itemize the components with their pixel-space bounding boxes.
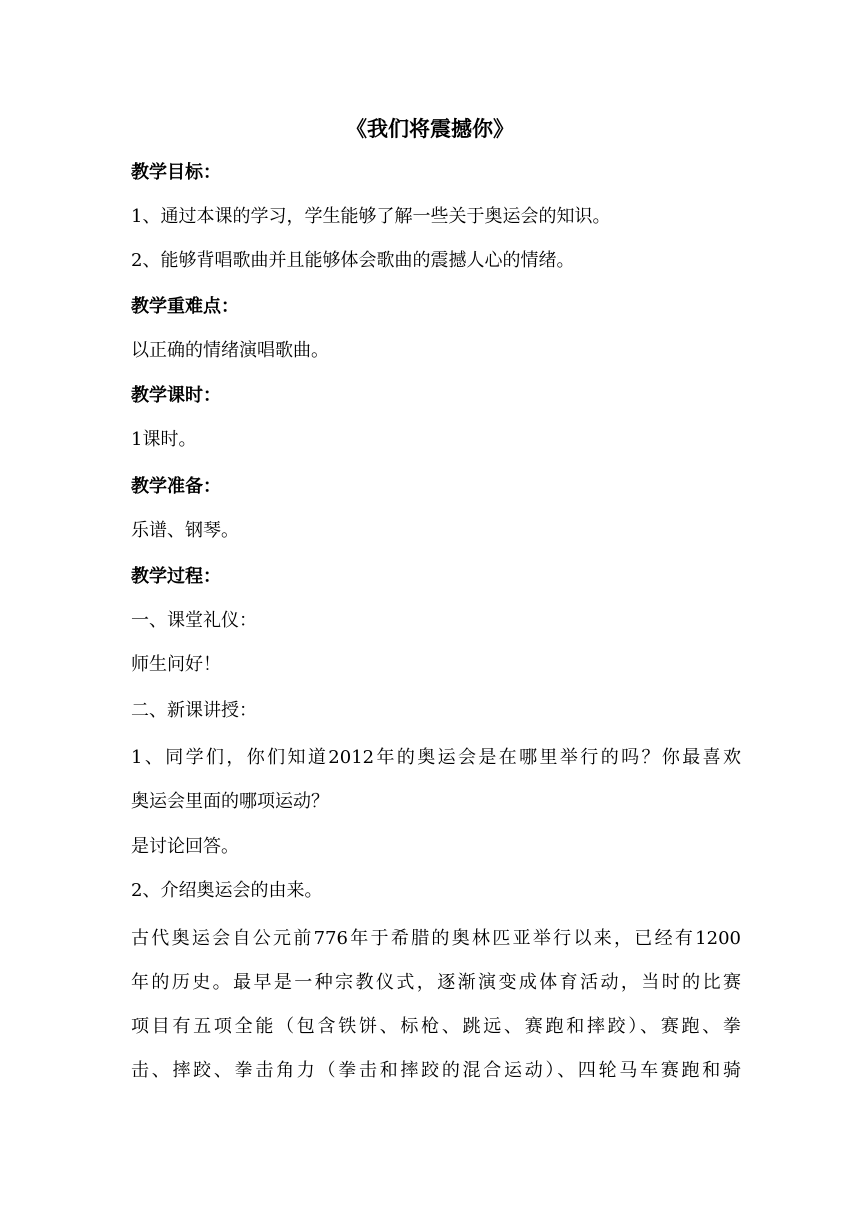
question-line-2: 奥运会里面的哪项运动？ [131,791,329,812]
history-line-3: 项目有五项全能（包含铁饼、标枪、跳远、赛跑和摔跤）、赛跑、拳 [131,1016,741,1037]
heading-process: 教学过程： [131,566,221,587]
class-hours-text: 1课时。 [131,429,197,450]
preparation-text: 乐谱、钢琴。 [131,520,239,541]
heading-key-points: 教学重难点： [131,296,239,317]
history-paragraph [131,917,741,1093]
objective-1: 1、通过本课的学习，学生能够了解一些关于奥运会的知识。 [131,206,611,227]
heading-class-hours: 教学课时： [131,385,221,406]
discussion-text: 是讨论回答。 [131,836,239,857]
step-1-title: 一、课堂礼仪： [131,610,257,631]
step-2-title: 二、新课讲授： [131,700,257,721]
question-paragraph [131,736,741,824]
intro-origin: 2、介绍奥运会的由来。 [131,880,323,901]
heading-preparation: 教学准备： [131,476,221,497]
objective-2: 2、能够背唱歌曲并且能够体会歌曲的震撼人心的情绪。 [131,250,575,271]
history-line-2: 年的历史。最早是一种宗教仪式，逐渐演变成体育活动，当时的比赛 [131,972,741,993]
history-line-4: 击、摔跤、拳击角力（拳击和摔跤的混合运动）、四轮马车赛跑和骑 [131,1060,741,1081]
document-title: 《我们将震撼你》 [346,116,514,141]
step-1-text: 师生问好！ [131,654,221,675]
history-line-1: 古代奥运会自公元前776年于希腊的奥林匹亚举行以来，已经有1200 [131,928,741,949]
heading-objectives: 教学目标： [131,162,221,183]
key-points-text: 以正确的情绪演唱歌曲。 [131,340,329,361]
question-line-1: 1、同学们，你们知道2012年的奥运会是在哪里举行的吗？你最喜欢 [131,747,741,768]
